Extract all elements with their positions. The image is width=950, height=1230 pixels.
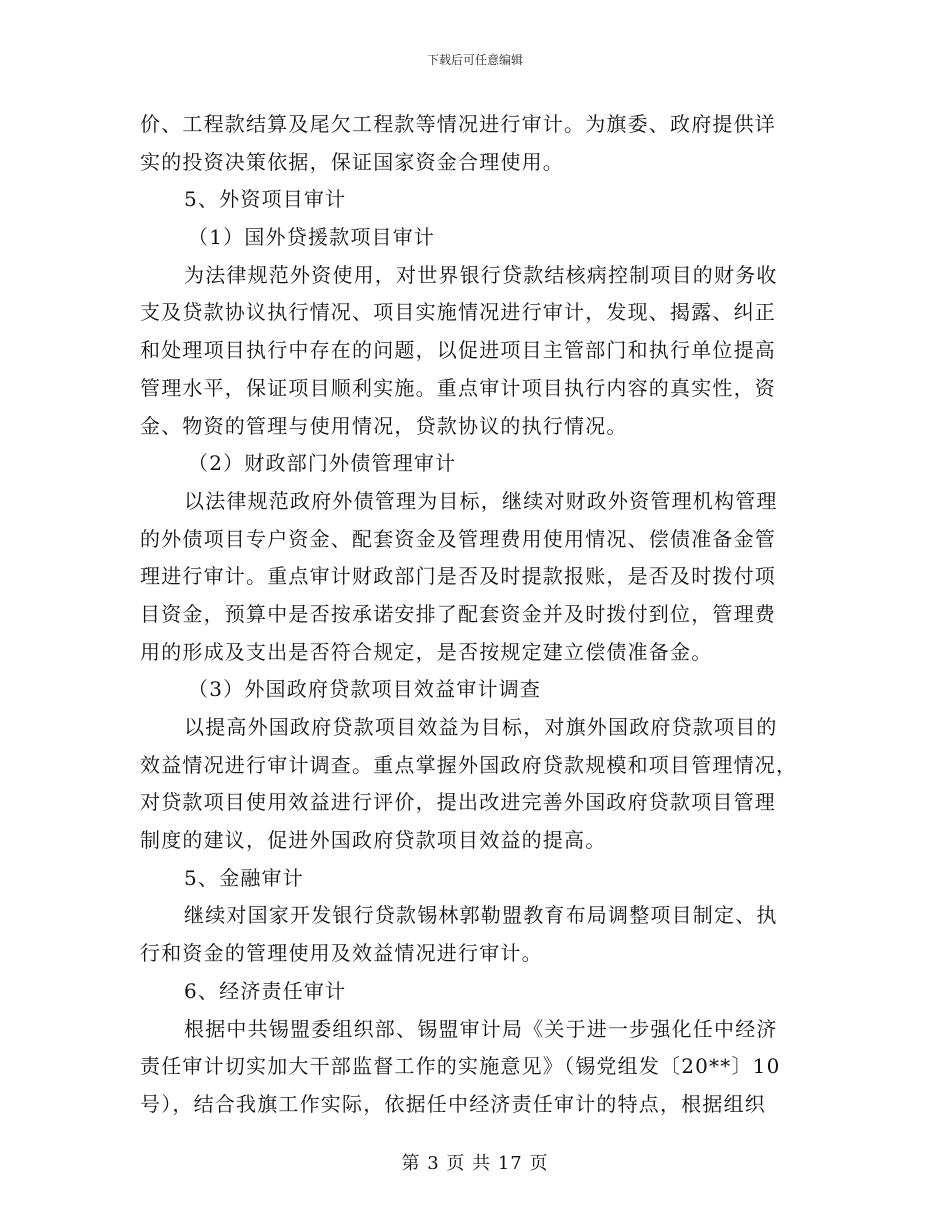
text-line: 实的投资决策依据，保证国家资金合理使用。 — [140, 149, 564, 174]
paragraph-start: 继续对国家开发银行贷款锡林郭勒盟教育布局调整项目制定、执 — [184, 903, 778, 928]
page-footer: 第 3 页 共 17 页 — [401, 1153, 549, 1174]
page-header: 下载后可任意编辑 — [426, 53, 523, 67]
subsection-heading: （2）财政部门外债管理审计 — [188, 451, 457, 476]
section-heading: 6、经济责任审计 — [184, 978, 347, 1003]
text-line: 管理水平，保证项目顺利实施。重点审计项目执行内容的真实性，资 — [140, 375, 776, 400]
paragraph-start: 以提高外国政府贷款项目效益为目标，对旗外国政府贷款项目的 — [184, 715, 778, 739]
text-line: 对贷款项目使用效益进行评价，提出改进完善外国政府贷款项目管理 — [140, 790, 776, 815]
text-line: 价、工程款结算及尾欠工程款等情况进行审计。为旗委、政府提供详 — [140, 112, 776, 136]
paragraph-start: 根据中共锡盟委组织部、锡盟审计局《关于进一步强化任中经济 — [184, 1016, 778, 1041]
paragraph-start: 为法律规范外资使用，对世界银行贷款结核病控制项目的财务收 — [184, 262, 778, 287]
text-line: 效益情况进行审计调查。重点掌握外国政府贷款规模和项目管理情况， — [140, 752, 798, 777]
text-line: 和处理项目执行中存在的问题，以促进项目主管部门和执行单位提高 — [140, 338, 776, 363]
subsection-heading: （1）国外贷援款项目审计 — [188, 225, 436, 250]
document-body — [140, 106, 800, 1124]
text-line: 用的形成及支出是否符合规定，是否按规定建立偿债准备金。 — [140, 639, 713, 664]
text-line: 金、物资的管理与使用情况，贷款协议的执行情况。 — [140, 413, 628, 438]
text-line: 支及贷款协议执行情况、项目实施情况进行审计，发现、揭露、纠正 — [140, 300, 776, 325]
section-heading: 5、外资项目审计 — [184, 187, 347, 212]
subsection-heading: （3）外国政府贷款项目效益审计调查 — [188, 677, 542, 702]
section-heading: 5、金融审计 — [184, 865, 304, 890]
text-line: 号），结合我旗工作实际，依据任中经济责任审计的特点，根据组织 — [140, 1091, 766, 1116]
text-line: 责任审计切实加大干部监督工作的实施意见》（锡党组发〔20**〕10 — [140, 1054, 781, 1079]
text-line: 制度的建议，促进外国政府贷款项目效益的提高。 — [140, 828, 607, 853]
text-line: 目资金，预算中是否按承诺安排了配套资金并及时拨付到位，管理费 — [140, 601, 776, 626]
text-line: 的外债项目专户资金、配套资金及管理费用使用情况、偿债准备金管 — [140, 526, 776, 551]
text-line: 行和资金的管理使用及效益情况进行审计。 — [140, 941, 543, 966]
paragraph-start: 以法律规范政府外债管理为目标，继续对财政外资管理机构管理 — [184, 488, 778, 513]
text-line: 理进行审计。重点审计财政部门是否及时提款报账，是否及时拨付项 — [140, 564, 776, 589]
